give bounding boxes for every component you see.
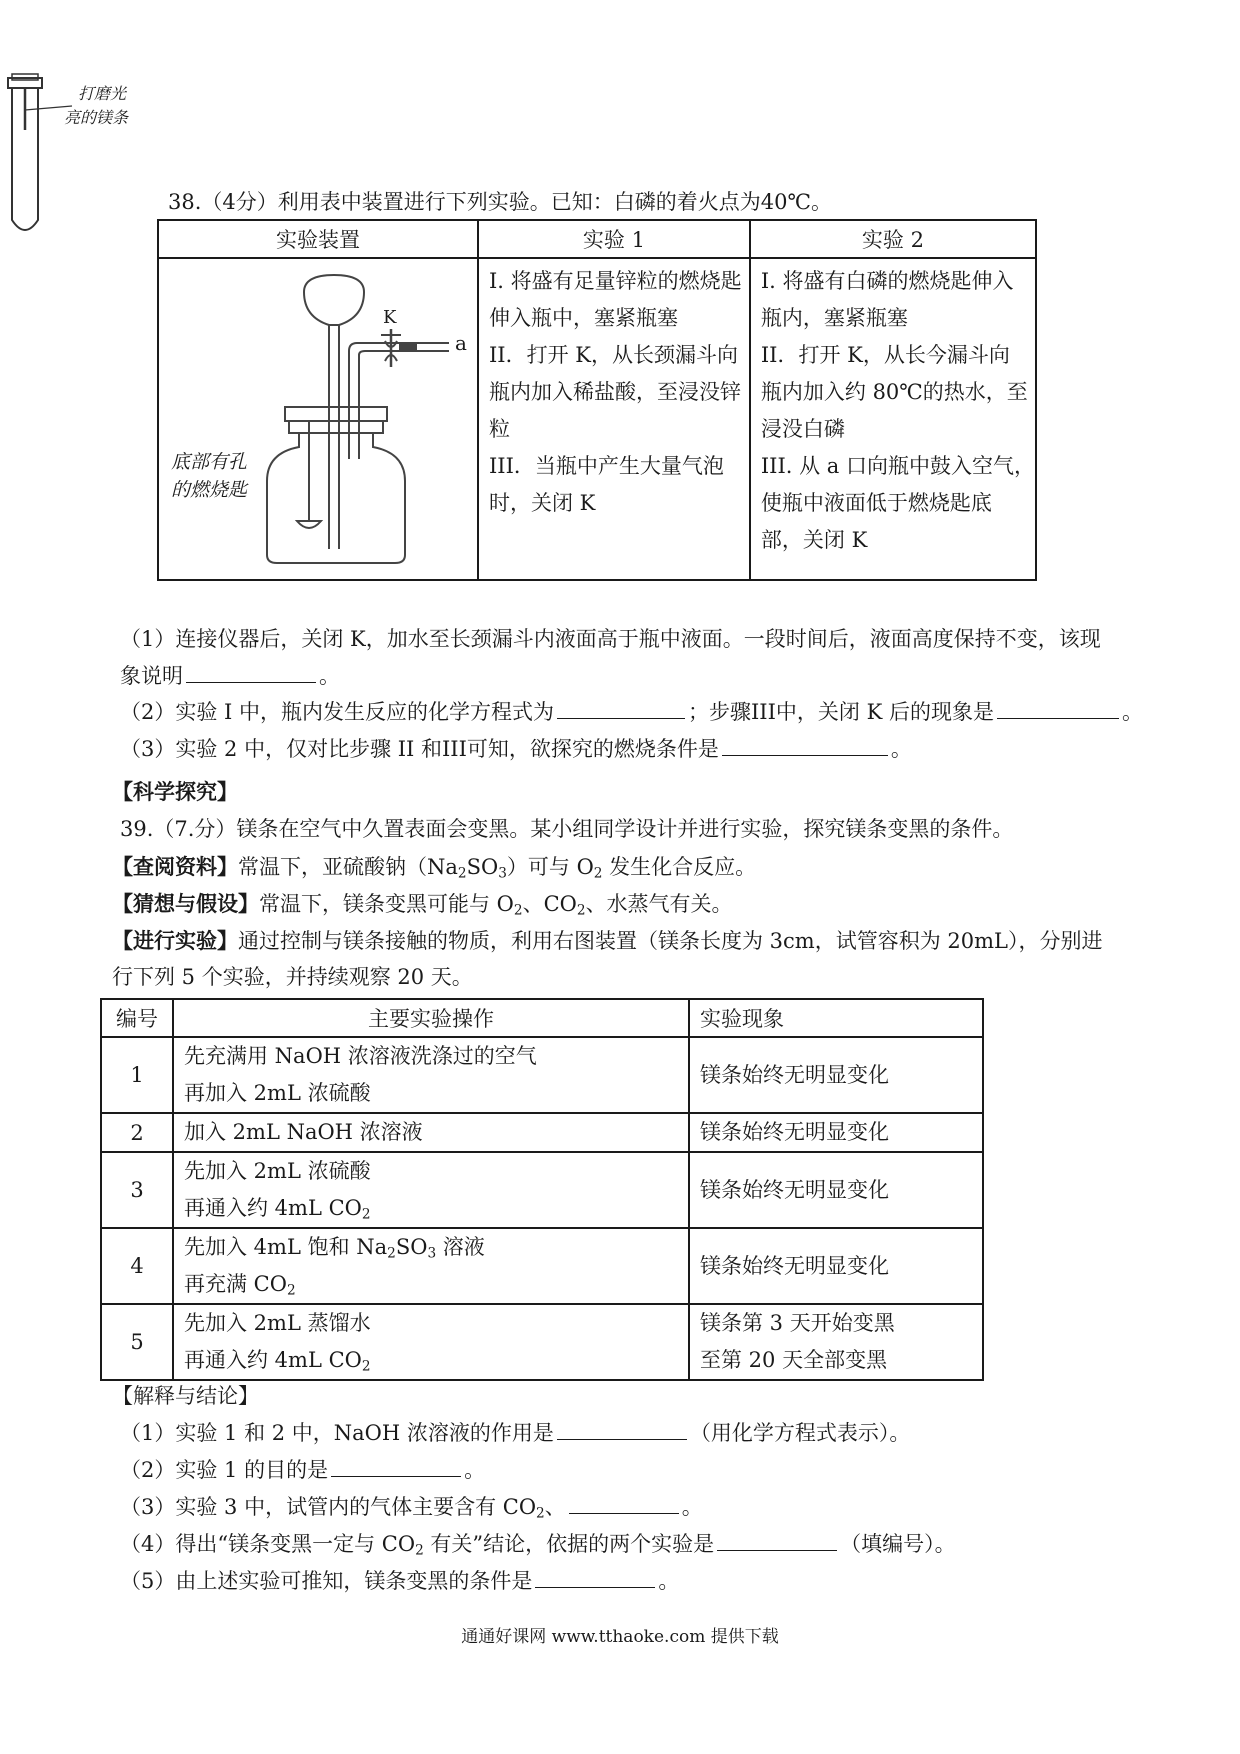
- answer-blank[interactable]: [535, 1569, 655, 1588]
- q39-c5: （5）由上述实验可推知，镁条变黑的条件是 。: [120, 1569, 680, 1593]
- q38-col-exp2: 实验 2: [750, 220, 1036, 258]
- q38-sub3: （3）实验 2 中，仅对比步骤 II 和III可知，欲探究的燃烧条件是 。: [120, 737, 912, 761]
- table-row: 3 先加入 2mL 浓硫酸 再通入约 4mL $CO_2$ 镁条始终无明显变化: [101, 1152, 983, 1228]
- q39-header: 39.（7.分）镁条在空气中久置表面会变黑。某小组同学设计并进行实验，探究镁条变黑的条件。: [120, 817, 1014, 841]
- section-title: 【科学探究】: [112, 779, 238, 804]
- answer-blank[interactable]: [331, 1458, 461, 1477]
- exp2-cell: I. 将盛有白磷的燃烧匙伸入 瓶内，塞紧瓶塞 II．打开 K，从长今漏斗向 瓶内加入约 80℃的热水，至 浸没白磷 III. 从 a 口向瓶中鼓入空气， 使瓶中液面低于燃烧匙底 部，关闭 K: [750, 258, 1036, 580]
- page-footer: 通通好课网 www.tthaoke.com 提供下载: [461, 1627, 779, 1647]
- spoon-label-2: 的燃烧匙: [171, 479, 248, 501]
- q39-c2: （2）实验 1 的目的是 。: [120, 1458, 486, 1482]
- q39-table: [100, 998, 984, 1381]
- figure-label-1: 打磨光: [78, 84, 127, 103]
- q39-conclusion-tag: 【解释与结论】: [112, 1384, 259, 1408]
- answer-blank[interactable]: [722, 737, 888, 756]
- figure-label-2: 亮的镁条: [64, 108, 129, 127]
- q39-c4: （4）得出“镁条变黑一定与 $CO_2$ 有关”结论，依据的两个实验是 （填编号）。: [120, 1532, 956, 1559]
- q39-c3: （3）实验 3 中，试管内的气体主要含有 $CO_2$、 。: [120, 1495, 703, 1522]
- q39-col-op: 主要实验操作: [173, 999, 689, 1037]
- q38-header: 38.（4分）利用表中装置进行下列实验。已知：白磷的着火点为40℃。: [168, 190, 832, 214]
- answer-blank[interactable]: [557, 1421, 687, 1440]
- answer-blank[interactable]: [569, 1495, 679, 1514]
- answer-blank[interactable]: [717, 1532, 837, 1551]
- table-row: 4 先加入 4mL 饱和 $Na_2SO_3$ 溶液 再充满 $CO_2$ 镁条始终无明显变化: [101, 1228, 983, 1304]
- q39-experiment-line2: 行下列 5 个实验，并持续观察 20 天。: [112, 965, 473, 989]
- q38-sub1-line2: 象说明 。: [120, 664, 340, 688]
- table-row: 5 先加入 2mL 蒸馏水 再通入约 4mL $CO_2$ 镁条第 3 天开始变黑 至第 20 天全部变黑: [101, 1304, 983, 1380]
- q38-col-apparatus: 实验装置: [158, 220, 478, 258]
- q39-hypothesis: 【猜想与假设】常温下，镁条变黑可能与 $O_2$、$CO_2$、水蒸气有关。: [112, 891, 733, 919]
- q38-col-exp1: 实验 1: [478, 220, 750, 258]
- k-label: K: [383, 307, 397, 328]
- q39-experiment-line1: 【进行实验】通过控制与镁条接触的物质，利用右图装置（镁条长度为 3cm，试管容积为 20mL），分别进: [112, 928, 1103, 953]
- q38-sub2: （2）实验 I 中，瓶内发生反应的化学方程式为 ；步骤III中，关闭 K 后的现象是 。: [120, 700, 1143, 724]
- q39-c1: （1）实验 1 和 2 中，NaOH 浓溶液的作用是 （用化学方程式表示）。: [120, 1421, 911, 1445]
- answer-blank[interactable]: [557, 700, 685, 719]
- apparatus-diagram: [159, 259, 477, 579]
- q39-col-num: 编号: [101, 999, 173, 1037]
- q39-col-obs: 实验现象: [689, 999, 983, 1037]
- answer-blank[interactable]: [997, 700, 1119, 719]
- q38-sub1-line1: （1）连接仪器后，关闭 K，加水至长颈漏斗内液面高于瓶中液面。一段时间后，液面高度保持不变，该现: [120, 627, 1101, 651]
- q39-reference: 【查阅资料】常温下，亚硫酸钠$(Na_2SO_3)$可与 $O_2$ 发生化合反应。: [112, 854, 757, 882]
- answer-blank[interactable]: [186, 664, 316, 683]
- apparatus-cell: [158, 258, 478, 580]
- table-row: 1 先充满用 NaOH 浓溶液洗涤过的空气 再加入 2mL 浓硫酸 镁条始终无明显变化: [101, 1037, 983, 1113]
- table-row: 2 加入 2mL NaOH 浓溶液 镁条始终无明显变化: [101, 1113, 983, 1152]
- exp1-cell: I. 将盛有足量锌粒的燃烧匙 伸入瓶中，塞紧瓶塞 II．打开 K，从长颈漏斗向 瓶内加入稀盐酸，至浸没锌 粒 III．当瓶中产生大量气泡 时，关闭 K: [478, 258, 750, 580]
- spoon-label-1: 底部有孔: [171, 451, 248, 473]
- a-label: a: [455, 331, 467, 355]
- q38-table: [157, 219, 1037, 581]
